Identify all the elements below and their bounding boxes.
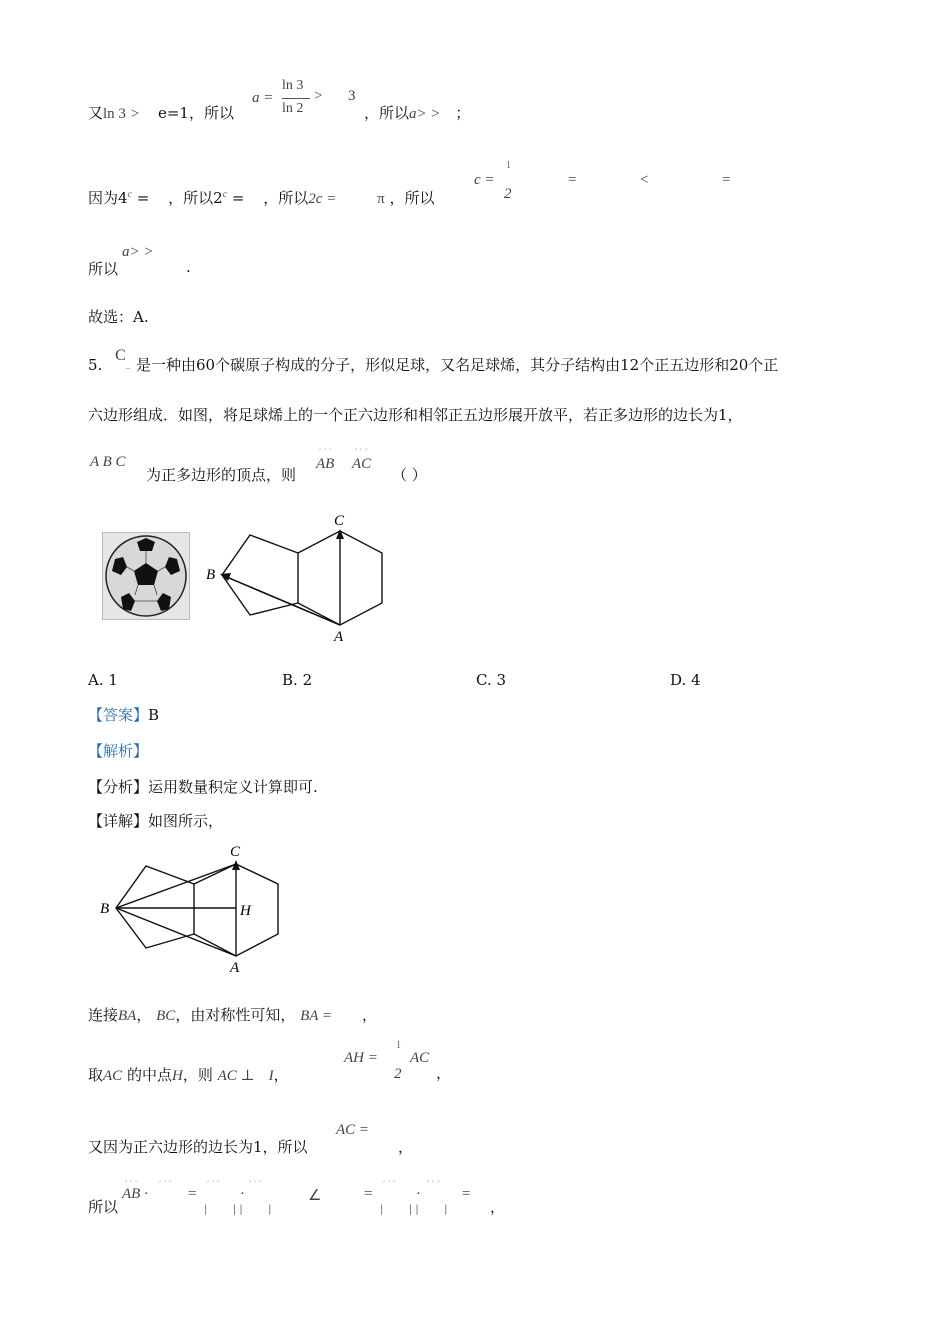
abs-bars: | | | | — [204, 1204, 272, 1215]
frac-den: 2 — [504, 186, 512, 202]
ah-eq: AH = — [344, 1050, 378, 1066]
vector-arrow: ◦◦◦ — [124, 1178, 140, 1186]
text: 因为4 — [88, 189, 128, 207]
choose-answer: 故选：A. — [88, 308, 149, 326]
text: 所以 — [88, 1198, 119, 1216]
gt-sign: > — [130, 106, 140, 122]
i: I — [268, 1068, 274, 1084]
option-b[interactable] — [282, 671, 312, 689]
c-eq: c = — [474, 172, 495, 188]
text: ， — [136, 1006, 152, 1024]
text: 所以 — [88, 260, 119, 278]
ac: AC — [410, 1050, 430, 1066]
detail-line — [88, 810, 223, 832]
text: ， — [273, 1066, 289, 1084]
eq: = — [462, 1186, 471, 1202]
answer-line — [88, 704, 159, 726]
text: 又因为正六边形的边长为1，所以 — [88, 1138, 308, 1156]
frac-den: 2 — [394, 1066, 402, 1082]
question-text: 为正多边形的顶点，则 — [146, 466, 297, 484]
text: 取 — [88, 1066, 104, 1084]
c60: C — [115, 347, 126, 364]
fenxi-text: 运用数量积定义计算即可. — [148, 778, 318, 796]
text: ； — [455, 104, 471, 122]
option-a[interactable] — [88, 671, 118, 689]
abc-points: A B C — [90, 454, 126, 470]
eq: = — [568, 172, 577, 188]
text: ， — [398, 1138, 414, 1156]
analysis-tag: 【解析】 — [88, 742, 149, 760]
vector-arrow: ◦◦◦ — [158, 1178, 174, 1186]
dot: · — [416, 1186, 421, 1202]
figure-solution — [96, 838, 296, 978]
label-a: A — [230, 960, 240, 976]
option-c[interactable] — [476, 671, 506, 689]
solution-step-3 — [88, 1136, 308, 1158]
arrowhead-c — [336, 529, 344, 539]
text: 的中点 — [126, 1066, 172, 1084]
option-label: C. — [476, 671, 492, 689]
bc: BC — [156, 1008, 176, 1024]
abs-bars: | | | | — [380, 1204, 448, 1215]
vector-arrow: ◦◦◦ — [248, 1178, 264, 1186]
frac-num: 1 — [506, 160, 511, 171]
fenxi-tag: 【分析】 — [88, 778, 149, 796]
solution-step-2 — [88, 1064, 289, 1087]
answer-paren: （ ） — [392, 466, 427, 484]
text: ， — [436, 1064, 452, 1082]
eq: = — [188, 1186, 197, 1202]
dot: · — [240, 1186, 245, 1202]
vector-arrow: ◦◦◦ — [206, 1178, 222, 1186]
option-value: 4 — [691, 671, 701, 689]
text: e=1，所以 — [157, 104, 234, 122]
figure-hexagon-pentagon — [200, 505, 400, 645]
frac-num: ln 3 — [282, 78, 304, 93]
label-b: B — [100, 901, 110, 917]
text: ，所以2 — [168, 189, 223, 207]
question-5-line-2: 六边形组成．如图，将足球烯上的一个正六边形和相邻正五边形展开放平，若正多边形的边长为1， — [88, 406, 743, 424]
text: ，则 — [182, 1066, 213, 1084]
vector-arrow: ◦◦◦ — [318, 446, 334, 454]
eq: = — [231, 189, 245, 207]
text: ，所以 — [364, 104, 410, 122]
subscript-placeholder: ‒ — [125, 364, 132, 372]
vector-ac: AC — [352, 456, 372, 472]
solution-line-1 — [88, 102, 234, 125]
text — [364, 102, 470, 123]
detail-tag: 【详解】 — [88, 812, 149, 830]
solution-line-3 — [88, 258, 118, 280]
text: ，所以 — [263, 189, 309, 207]
frac-bar — [282, 98, 310, 99]
frac-num: 1 — [396, 1040, 401, 1051]
text: ， — [362, 1006, 378, 1024]
vector-arrow: ◦◦◦ — [382, 1178, 398, 1186]
eq: = — [136, 189, 150, 207]
angle: ∠ — [308, 1188, 322, 1204]
h: H — [171, 1068, 183, 1084]
label-c: C — [334, 513, 345, 529]
ba: BA — [118, 1008, 137, 1024]
option-label: D. — [670, 671, 687, 689]
vector-arrow: ◦◦◦ — [354, 446, 370, 454]
answer-tag: 【答案】 — [88, 706, 149, 724]
vector-ab: AB — [316, 456, 335, 472]
solution-step-1 — [88, 1004, 377, 1027]
a-compare: a> > — [122, 244, 154, 260]
ab-dot: AB · — [122, 1186, 148, 1202]
eq: = — [722, 172, 731, 188]
vector-arrow: ◦◦◦ — [426, 1178, 442, 1186]
text: ，所以 — [389, 189, 435, 207]
option-label: B. — [282, 671, 298, 689]
question-text: 是一种由60个碳原子构成的分子，形似足球，又名足球烯，其分子结构由12个正五边形和20个正 — [136, 356, 779, 374]
analysis-line — [88, 740, 148, 762]
period: . — [186, 258, 191, 276]
label-b: B — [206, 567, 216, 583]
text: 又 — [88, 104, 104, 122]
text: ，由对称性可知， — [175, 1006, 296, 1024]
ac-eq: AC = — [336, 1122, 370, 1138]
segment-bc — [116, 864, 236, 908]
answer-value: B — [148, 706, 160, 724]
ac-perp: AC ⊥ — [217, 1068, 255, 1084]
question-number: 5. — [88, 356, 103, 374]
two-c: 2c = — [308, 191, 337, 207]
a-compare: a> > — [409, 106, 441, 122]
label-c: C — [230, 844, 241, 860]
option-d[interactable] — [670, 671, 701, 689]
soccer-ball-icon — [103, 533, 189, 619]
pi: π — [377, 191, 385, 207]
a-eq: a = — [252, 90, 274, 106]
option-value: 1 — [108, 671, 118, 689]
fenxi-line — [88, 776, 318, 798]
ac: AC — [103, 1068, 123, 1084]
label-h: H — [240, 903, 251, 919]
exp-c: c — [127, 189, 132, 200]
pentagon — [116, 866, 194, 948]
gt-sign: > — [314, 88, 323, 104]
text: ， — [490, 1198, 506, 1216]
ln3: ln 3 — [103, 106, 126, 122]
option-value: 3 — [496, 671, 507, 689]
text: 连接 — [88, 1006, 119, 1024]
question-5-line-1 — [88, 347, 779, 379]
eq: = — [364, 1186, 373, 1202]
ba-eq: BA = — [300, 1008, 333, 1024]
solution-line-2 — [88, 184, 434, 210]
detail-text: 如图所示， — [148, 812, 224, 830]
lt-sign: < — [640, 172, 649, 188]
three: 3 — [348, 88, 356, 104]
label-a: A — [334, 629, 344, 645]
exp-c: c — [222, 189, 228, 200]
option-label: A. — [88, 671, 104, 689]
soccer-ball-image — [102, 532, 190, 620]
frac-den: ln 2 — [282, 101, 304, 116]
solution-step-4 — [88, 1196, 118, 1218]
option-value: 2 — [302, 671, 313, 689]
